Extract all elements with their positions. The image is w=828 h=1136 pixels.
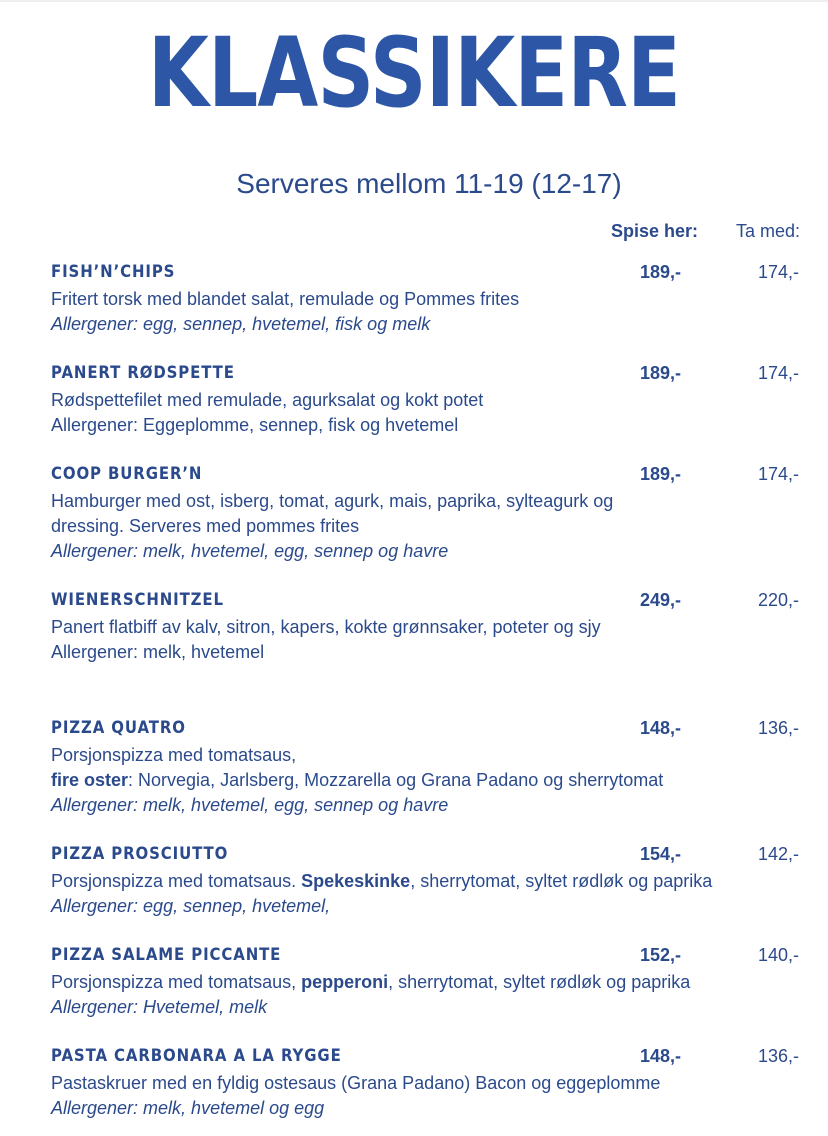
price-takeaway: 174,- <box>758 262 800 282</box>
highlight-ingredient: fire oster <box>51 770 129 790</box>
item-allergens: Allergener: Eggeplomme, sennep, fisk og hvetemel <box>51 415 459 435</box>
item-name: COOP BURGER’N <box>51 464 203 484</box>
price-takeaway: 142,- <box>758 844 800 864</box>
item-name: PANERT RØDSPETTE <box>51 363 235 383</box>
top-divider <box>0 0 828 2</box>
price-takeaway: 140,- <box>758 945 800 965</box>
price-dine-in: 189,- <box>640 363 682 383</box>
price-takeaway: 136,- <box>758 718 800 738</box>
dine-in-column-header: Spise her: <box>611 221 699 241</box>
item-description: Panert flatbiff av kalv, sitron, kapers, kokte grønnsaker, poteter og sjy <box>51 617 601 637</box>
price-takeaway: 174,- <box>758 464 800 484</box>
item-description-continued: dressing. Serveres med pommes frites <box>51 516 360 536</box>
item-description: Rødspettefilet med remulade, agurksalat og kokt potet <box>51 390 484 410</box>
description-start: Porsjonspizza med tomatsaus. <box>51 871 302 891</box>
item-allergens: Allergener: melk, hvetemel, egg, sennep og havre <box>51 795 449 815</box>
description-rest: : Norvegia, Jarlsberg, Mozzarella og Grana Padano og sherrytomat <box>128 770 664 790</box>
price-dine-in: 249,- <box>640 590 682 610</box>
item-description: Pastaskruer med en fyldig ostesaus (Grana Padano) Bacon og eggeplomme <box>51 1073 661 1093</box>
price-dine-in: 189,- <box>640 262 682 282</box>
item-description-continued <box>51 768 811 793</box>
item-description <box>51 869 811 894</box>
price-dine-in: 154,- <box>640 844 682 864</box>
price-takeaway: 174,- <box>758 363 800 383</box>
item-name: PIZZA PROSCIUTTO <box>51 844 229 864</box>
serving-hours: Serveres mellom 11-19 (12-17) <box>236 168 622 199</box>
item-name: PASTA CARBONARA A LA RYGGE <box>51 1046 342 1066</box>
item-description: Porsjonspizza med tomatsaus, <box>51 745 297 765</box>
item-allergens: Allergener: melk, hvetemel og egg <box>51 1098 325 1118</box>
description-rest: , sherrytomat, syltet rødløk og paprika <box>410 871 713 891</box>
page-title: KLASSIKERE <box>147 17 681 129</box>
price-dine-in: 148,- <box>640 1046 682 1066</box>
item-name: PIZZA SALAME PICCANTE <box>51 945 282 965</box>
description-start: Porsjonspizza med tomatsaus, <box>51 972 302 992</box>
highlight-ingredient: Spekeskinke <box>301 871 411 891</box>
item-description: Fritert torsk med blandet salat, remulade og Pommes frites <box>51 289 520 309</box>
item-allergens: Allergener: Hvetemel, melk <box>51 997 268 1017</box>
description-rest: , sherrytomat, syltet rødløk og paprika <box>388 972 691 992</box>
item-name: PIZZA QUATRO <box>51 718 186 738</box>
item-name: WIENERSCHNITZEL <box>51 590 224 610</box>
item-name: FISH’N’CHIPS <box>51 262 176 282</box>
item-description <box>51 970 811 995</box>
price-dine-in: 189,- <box>640 464 682 484</box>
item-allergens: Allergener: melk, hvetemel <box>51 642 265 662</box>
price-takeaway: 220,- <box>758 590 800 610</box>
item-allergens: Allergener: egg, sennep, hvetemel, fisk og melk <box>51 314 431 334</box>
item-allergens: Allergener: egg, sennep, hvetemel, <box>51 896 331 916</box>
price-dine-in: 152,- <box>640 945 682 965</box>
price-dine-in: 148,- <box>640 718 682 738</box>
item-allergens: Allergener: melk, hvetemel, egg, sennep og havre <box>51 541 449 561</box>
highlight-ingredient: pepperoni <box>301 972 389 992</box>
takeaway-column-header: Ta med: <box>736 221 801 241</box>
item-description: Hamburger med ost, isberg, tomat, agurk, mais, paprika, sylteagurk og <box>51 491 614 511</box>
price-takeaway: 136,- <box>758 1046 800 1066</box>
